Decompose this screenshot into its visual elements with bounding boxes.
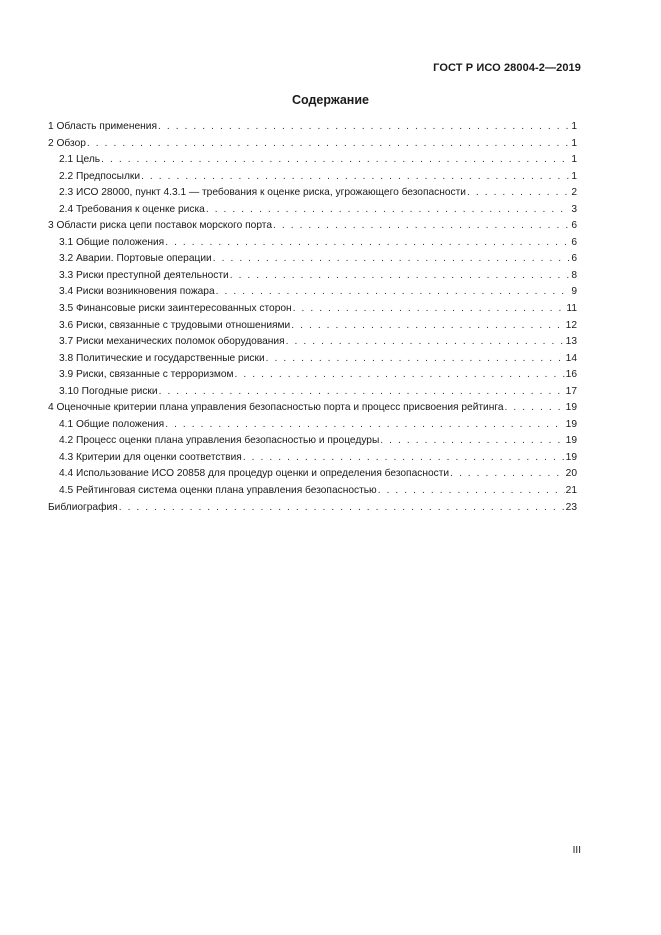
- toc-entry-page: 1: [571, 137, 577, 149]
- toc-entry[interactable]: [48, 169, 577, 186]
- toc-leader-dots: [293, 301, 566, 318]
- toc-entry[interactable]: [48, 351, 577, 368]
- toc-leader-dots: [165, 417, 564, 434]
- toc-entry-page: 6: [571, 236, 577, 248]
- toc-entry-page: 2: [571, 187, 577, 199]
- toc-leader-dots: [141, 169, 570, 186]
- toc-entry[interactable]: [48, 218, 577, 235]
- toc-entry[interactable]: [48, 466, 577, 483]
- toc-entry-page: 11: [566, 303, 577, 315]
- toc-leader-dots: [266, 351, 565, 368]
- toc-leader-dots: [206, 202, 571, 219]
- toc-entry[interactable]: [48, 202, 577, 219]
- toc-entry[interactable]: [48, 284, 577, 301]
- toc-entry-label: 2.3 ИСО 28000, пункт 4.3.1 — требования к оценке риска, угрожающего безопасности: [59, 187, 466, 199]
- toc-entry[interactable]: [48, 400, 577, 417]
- toc-leader-dots: [235, 367, 565, 384]
- toc-entry-label: 4.5 Рейтинговая система оценки плана управления безопасностью: [59, 485, 377, 497]
- toc-entry-label: 3.1 Общие положения: [59, 236, 165, 248]
- toc-entry-label: 4.2 Процесс оценки плана управления безопасностью и процедуры: [59, 435, 380, 447]
- toc-entry-page: 19: [565, 402, 577, 414]
- toc-leader-dots: [216, 284, 571, 301]
- page-number: III: [572, 845, 581, 856]
- toc-entry-label: 3.6 Риски, связанные с трудовыми отношениями: [59, 319, 291, 331]
- toc-entry-page: 13: [565, 336, 577, 348]
- toc-leader-dots: [450, 466, 565, 483]
- toc-entry[interactable]: [48, 483, 577, 500]
- toc-entry-label: 2.4 Требования к оценке риска: [59, 203, 205, 215]
- toc-entry-page: 3: [571, 203, 577, 215]
- toc-entry-label: 3 Области риска цепи поставок морского порта: [48, 220, 272, 232]
- toc-entry[interactable]: [48, 334, 577, 351]
- toc-leader-dots: [286, 334, 565, 351]
- table-of-contents: [48, 119, 577, 516]
- toc-entry[interactable]: [48, 152, 577, 169]
- toc-entry-label: 4.1 Общие положения: [59, 418, 165, 430]
- toc-entry-label: 4 Оценочные критерии плана управления безопасностью порта и процесс присвоения рейтинга: [48, 402, 504, 414]
- toc-entry-label: 1 Область применения: [48, 121, 157, 132]
- toc-entry[interactable]: [48, 119, 577, 136]
- toc-entry-page: 19: [565, 418, 577, 430]
- toc-entry-page: 12: [565, 319, 577, 331]
- toc-leader-dots: [291, 318, 564, 335]
- toc-entry-page: 1: [571, 170, 577, 182]
- toc-entry-label: 2 Обзор: [48, 137, 86, 149]
- toc-entry-page: 6: [571, 253, 577, 265]
- toc-leader-dots: [467, 185, 570, 202]
- toc-title: Содержание: [291, 93, 369, 107]
- toc-entry-label: 3.3 Риски преступной деятельности: [59, 269, 229, 281]
- toc-entry-page: 17: [565, 385, 577, 397]
- toc-entry-page: 6: [571, 220, 577, 232]
- toc-entry[interactable]: [48, 384, 577, 401]
- toc-entry-label: 3.4 Риски возникновения пожара: [59, 286, 215, 298]
- toc-entry[interactable]: [48, 185, 577, 202]
- toc-entry-label: 4.4 Использование ИСО 20858 для процедур оценки и определения безопасности: [59, 468, 450, 480]
- toc-entry[interactable]: [48, 301, 577, 318]
- toc-entry-label: Библиография: [48, 501, 118, 513]
- toc-entry-label: 3.8 Политические и государственные риски: [59, 352, 265, 364]
- toc-entry-label: 2.2 Предпосылки: [59, 170, 141, 182]
- toc-leader-dots: [158, 119, 570, 136]
- toc-entry[interactable]: [48, 433, 577, 450]
- toc-entry[interactable]: [48, 251, 577, 268]
- toc-entry[interactable]: [48, 450, 577, 467]
- toc-entry[interactable]: [48, 500, 577, 517]
- toc-entry-page: 1: [571, 154, 577, 166]
- toc-leader-dots: [87, 136, 570, 153]
- toc-entry-label: 3.5 Финансовые риски заинтересованных сторон: [59, 303, 292, 315]
- toc-entry-page: 21: [565, 485, 577, 497]
- toc-leader-dots: [165, 235, 570, 252]
- toc-leader-dots: [273, 218, 570, 235]
- toc-leader-dots: [230, 268, 571, 285]
- toc-leader-dots: [159, 384, 565, 401]
- toc-leader-dots: [380, 433, 564, 450]
- toc-leader-dots: [213, 251, 571, 268]
- toc-entry-page: 16: [565, 369, 577, 381]
- toc-entry[interactable]: [48, 268, 577, 285]
- toc-entry[interactable]: [48, 318, 577, 335]
- toc-entry-page: 19: [565, 435, 577, 447]
- document-header: ГОСТ Р ИСО 28004-2—2019: [433, 62, 581, 74]
- toc-entry-page: 14: [565, 352, 577, 364]
- toc-entry-page: 9: [571, 286, 577, 298]
- toc-leader-dots: [101, 152, 570, 169]
- toc-entry-label: 3.2 Аварии. Портовые операции: [59, 253, 212, 265]
- toc-entry-page: 19: [565, 451, 577, 463]
- toc-entry-label: 4.3 Критерии для оценки соответствия: [59, 451, 242, 463]
- toc-leader-dots: [378, 483, 565, 500]
- toc-entry-page: 20: [565, 468, 577, 480]
- toc-entry-page: 8: [571, 269, 577, 281]
- toc-entry-page: 1: [571, 121, 577, 132]
- toc-entry[interactable]: [48, 417, 577, 434]
- toc-leader-dots: [119, 500, 565, 517]
- toc-leader-dots: [505, 400, 565, 417]
- toc-entry-label: 2.1 Цель: [59, 154, 101, 166]
- toc-entry[interactable]: [48, 367, 577, 384]
- toc-leader-dots: [243, 450, 565, 467]
- toc-entry[interactable]: [48, 136, 577, 153]
- toc-entry-page: 23: [565, 501, 577, 513]
- toc-entry-label: 3.10 Погодные риски: [59, 385, 158, 397]
- toc-entry-label: 3.7 Риски механических поломок оборудования: [59, 336, 285, 348]
- toc-entry-label: 3.9 Риски, связанные с терроризмом: [59, 369, 234, 381]
- toc-entry[interactable]: [48, 235, 577, 252]
